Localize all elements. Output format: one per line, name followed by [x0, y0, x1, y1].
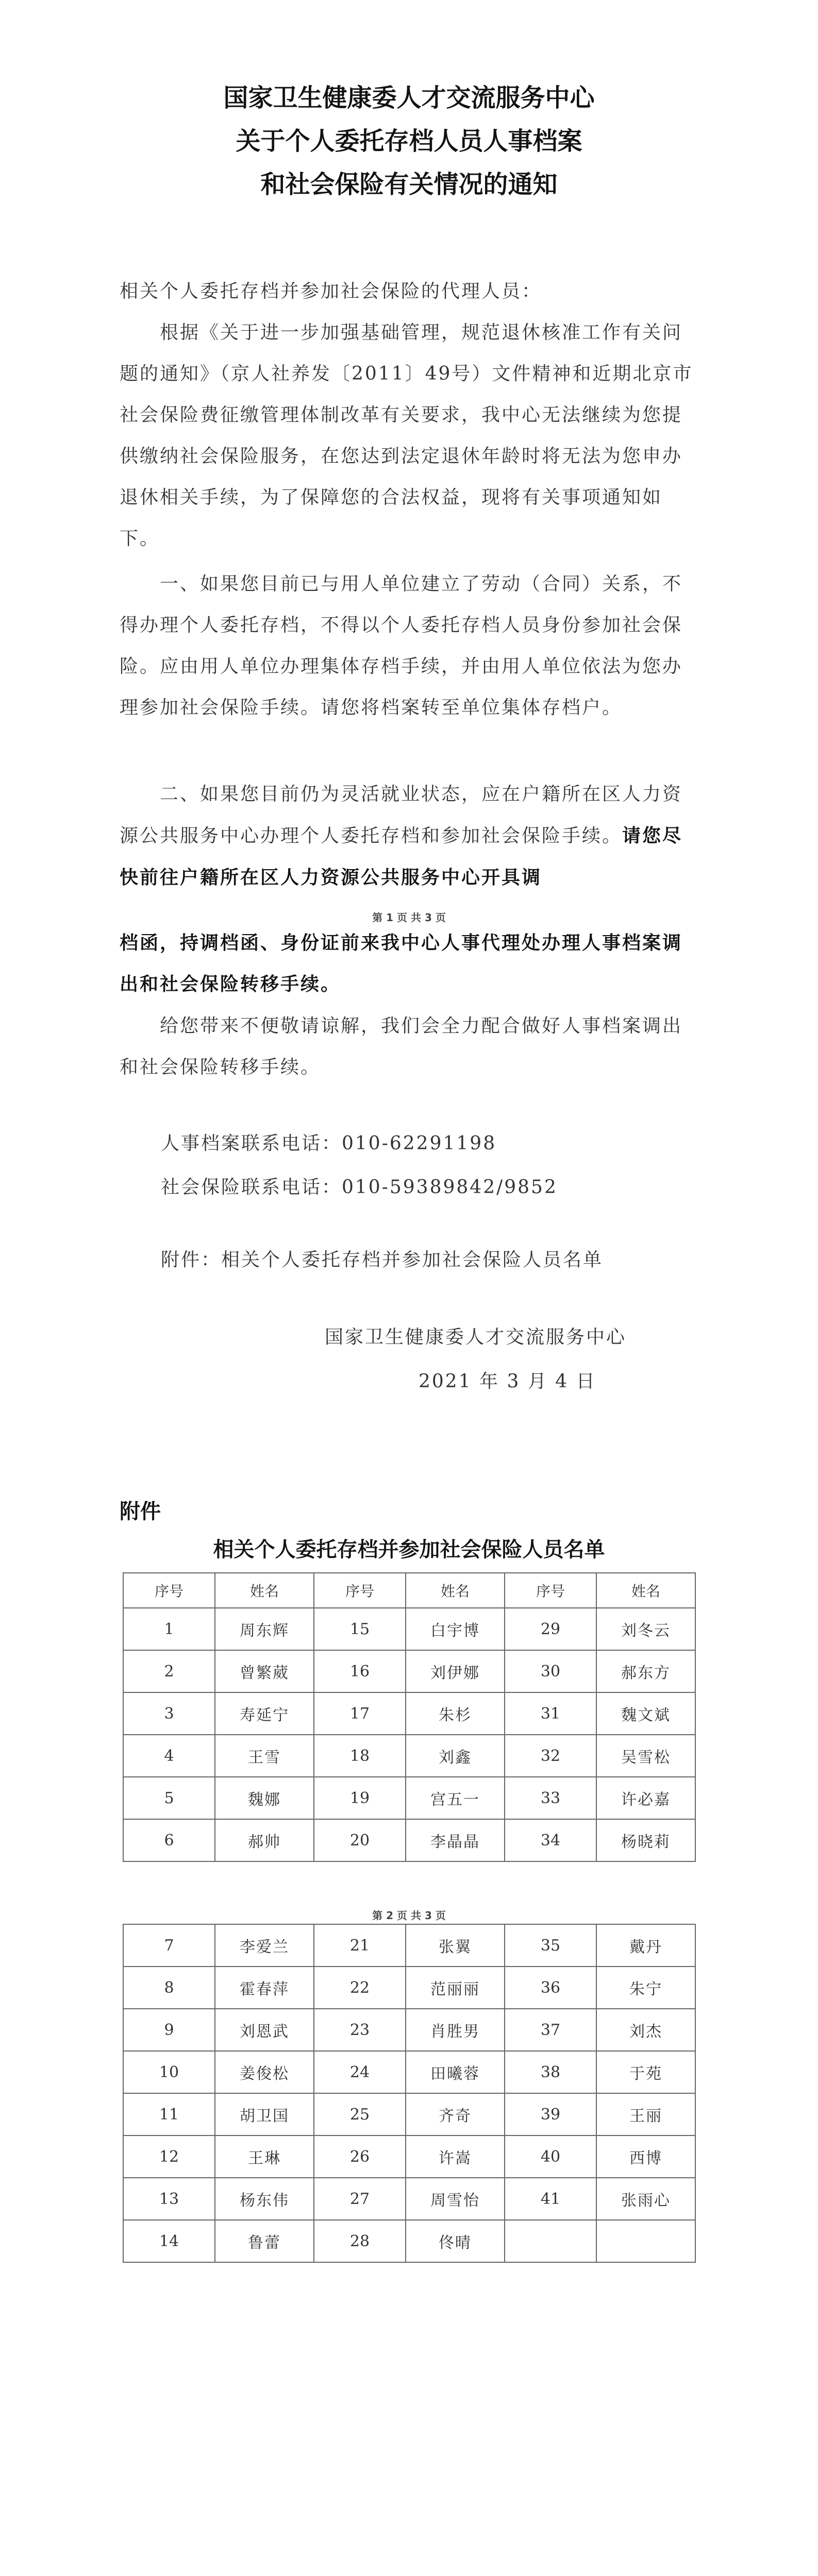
page-number-1: 第 1 页 共 3 页: [372, 911, 446, 924]
index-cell: 21: [314, 1924, 406, 1967]
name-cell: 田曦蓉: [406, 2051, 505, 2093]
index-cell: 26: [314, 2136, 406, 2178]
index-cell: 31: [505, 1692, 596, 1735]
name-cell: 于苑: [596, 2051, 695, 2093]
hr-contact: 人事档案联系电话：010-62291198: [161, 1133, 497, 1154]
table-row: [123, 1924, 695, 1967]
header-cell: 序号: [505, 1573, 596, 1608]
index-cell: 15: [314, 1608, 406, 1650]
index-cell: 23: [314, 2009, 406, 2051]
intro-paragraph: 根据《关于进一步加强基础管理，规范退休核准工作有关问题的通知》（京人社养发〔2011〕49号）文件精神和近期北京市社会保险费征缴管理体制改革有关要求，我中心无法继续为您提供缴纳社会保险服务，在您达到法定退休年龄时将无法为您申办退休相关手续，为了保障您的合法权益，现将有关事项通知如下。: [120, 322, 693, 549]
table-row: [123, 2178, 695, 2220]
index-cell: 22: [314, 1967, 406, 2009]
table-row: [123, 1735, 695, 1777]
name-cell: 张雨心: [596, 2178, 695, 2220]
index-cell: [505, 2220, 596, 2262]
index-cell: 10: [123, 2051, 215, 2093]
index-cell: 2: [123, 1650, 215, 1692]
name-cell: 刘杰: [596, 2009, 695, 2051]
closing-paragraph: 给您带来不便敬请谅解，我们会全力配合做好人事档案调出和社会保险转移手续。: [120, 1015, 683, 1078]
name-cell: 魏娜: [215, 1777, 314, 1819]
attachment-title: 相关个人委托存档并参加社会保险人员名单: [213, 1538, 605, 1562]
signature-org: 国家卫生健康委人才交流服务中心: [325, 1327, 627, 1348]
name-cell: 魏文斌: [596, 1692, 695, 1735]
name-cell: 郝帅: [215, 1819, 314, 1861]
name-cell: 佟晴: [406, 2220, 505, 2262]
table-row: [123, 1608, 695, 1650]
name-cell: 白宇博: [406, 1608, 505, 1650]
index-cell: 18: [314, 1735, 406, 1777]
table-row: [123, 2051, 695, 2093]
name-cell: 许嵩: [406, 2136, 505, 2178]
name-cell: 肖胜男: [406, 2009, 505, 2051]
item-1-paragraph: 一、如果您目前已与用人单位建立了劳动（合同）关系，不得办理个人委托存档，不得以个人委托存档人员身份参加社会保险。应由用人单位办理集体存档手续，并由用人单位依法为您办理参加社会保险手续。请您将档案转至单位集体存档户。: [120, 573, 683, 718]
index-cell: 34: [505, 1819, 596, 1861]
name-cell: 曾繁葳: [215, 1650, 314, 1692]
table-row: [123, 2093, 695, 2136]
index-cell: 28: [314, 2220, 406, 2262]
name-cell: 郝东方: [596, 1650, 695, 1692]
name-cell: 周雪怡: [406, 2178, 505, 2220]
item-2-emphasis-a: 请您尽快前往户籍所在区人力资源公共服务中心开具调: [120, 825, 683, 888]
index-cell: 14: [123, 2220, 215, 2262]
index-cell: 37: [505, 2009, 596, 2051]
header-cell: 序号: [314, 1573, 406, 1608]
index-cell: 27: [314, 2178, 406, 2220]
index-cell: 33: [505, 1777, 596, 1819]
index-cell: 32: [505, 1735, 596, 1777]
index-cell: 1: [123, 1608, 215, 1650]
index-cell: 3: [123, 1692, 215, 1735]
name-cell: 宫五一: [406, 1777, 505, 1819]
index-cell: 11: [123, 2093, 215, 2136]
index-cell: 36: [505, 1967, 596, 2009]
index-cell: 25: [314, 2093, 406, 2136]
index-cell: 19: [314, 1777, 406, 1819]
item-2-paragraph: [120, 774, 697, 899]
name-cell: 王丽: [596, 2093, 695, 2136]
name-cell: 范丽丽: [406, 1967, 505, 2009]
index-cell: 12: [123, 2136, 215, 2178]
name-cell: 西博: [596, 2136, 695, 2178]
name-cell: 王雪: [215, 1735, 314, 1777]
header-cell: 姓名: [215, 1573, 314, 1608]
document-title: [0, 76, 818, 206]
table-row: [123, 1819, 695, 1861]
table-row: [123, 2136, 695, 2178]
title-line-2: 关于个人委托存档人员人事档案: [236, 127, 582, 156]
index-cell: 30: [505, 1650, 596, 1692]
header-cell: 姓名: [406, 1573, 505, 1608]
name-cell: 朱宁: [596, 1967, 695, 2009]
name-cell: 刘鑫: [406, 1735, 505, 1777]
name-cell: 胡卫国: [215, 2093, 314, 2136]
table-header-row: [123, 1573, 695, 1608]
name-cell: 刘恩武: [215, 2009, 314, 2051]
insurance-contact: 社会保险联系电话：010-59389842/9852: [161, 1177, 558, 1198]
table-row: [123, 2220, 695, 2262]
name-cell: 鲁蕾: [215, 2220, 314, 2262]
table-row: [123, 1692, 695, 1735]
attachment-label: 附件: [120, 1500, 161, 1523]
header-cell: 序号: [123, 1573, 215, 1608]
index-cell: 17: [314, 1692, 406, 1735]
name-cell: 许必嘉: [596, 1777, 695, 1819]
table-row: [123, 1650, 695, 1692]
name-cell: 刘伊娜: [406, 1650, 505, 1692]
salutation: 相关个人委托存档并参加社会保险的代理人员：: [120, 281, 542, 302]
name-cell: 杨晓莉: [596, 1819, 695, 1861]
index-cell: 39: [505, 2093, 596, 2136]
name-cell: 寿延宁: [215, 1692, 314, 1735]
name-cell: 周东辉: [215, 1608, 314, 1650]
name-cell: 吴雪松: [596, 1735, 695, 1777]
index-cell: 5: [123, 1777, 215, 1819]
title-line-3: 和社会保险有关情况的通知: [260, 170, 558, 199]
index-cell: 4: [123, 1735, 215, 1777]
name-cell: 张翼: [406, 1924, 505, 1967]
name-cell: 李晶晶: [406, 1819, 505, 1861]
index-cell: 29: [505, 1608, 596, 1650]
index-cell: 20: [314, 1819, 406, 1861]
index-cell: 13: [123, 2178, 215, 2220]
table-row: [123, 1967, 695, 2009]
index-cell: 35: [505, 1924, 596, 1967]
page-number-2: 第 2 页 共 3 页: [372, 1909, 446, 1922]
name-cell: 李爱兰: [215, 1924, 314, 1967]
name-cell: 王琳: [215, 2136, 314, 2178]
title-line-1: 国家卫生健康委人才交流服务中心: [223, 83, 595, 112]
index-cell: 9: [123, 2009, 215, 2051]
name-cell: 戴丹: [596, 1924, 695, 1967]
index-cell: 38: [505, 2051, 596, 2093]
header-cell: 姓名: [596, 1573, 695, 1608]
item-2-text: 二、如果您目前仍为灵活就业状态，应在户籍所在区人力资源公共服务中心办理个人委托存档和参加社会保险手续。: [120, 784, 683, 846]
index-cell: 6: [123, 1819, 215, 1861]
item-2-emphasis-b: 档函，持调档函、身份证前来我中心人事代理处办理人事档案调出和社会保险转移手续。: [120, 932, 683, 995]
roster-table-part-1: [123, 1572, 696, 1862]
table-row: [123, 1777, 695, 1819]
name-cell: 齐奇: [406, 2093, 505, 2136]
index-cell: 16: [314, 1650, 406, 1692]
index-cell: 8: [123, 1967, 215, 2009]
signature-date: 2021 年 3 月 4 日: [419, 1371, 596, 1392]
name-cell: 姜俊松: [215, 2051, 314, 2093]
roster-table-part-2: [123, 1924, 696, 2263]
index-cell: 41: [505, 2178, 596, 2220]
attachment-note: 附件：相关个人委托存档并参加社会保险人员名单: [161, 1249, 604, 1270]
table-row: [123, 2009, 695, 2051]
index-cell: 7: [123, 1924, 215, 1967]
name-cell: [596, 2220, 695, 2262]
name-cell: 刘冬云: [596, 1608, 695, 1650]
index-cell: 24: [314, 2051, 406, 2093]
name-cell: 霍春萍: [215, 1967, 314, 2009]
index-cell: 40: [505, 2136, 596, 2178]
name-cell: 杨东伟: [215, 2178, 314, 2220]
name-cell: 朱杉: [406, 1692, 505, 1735]
